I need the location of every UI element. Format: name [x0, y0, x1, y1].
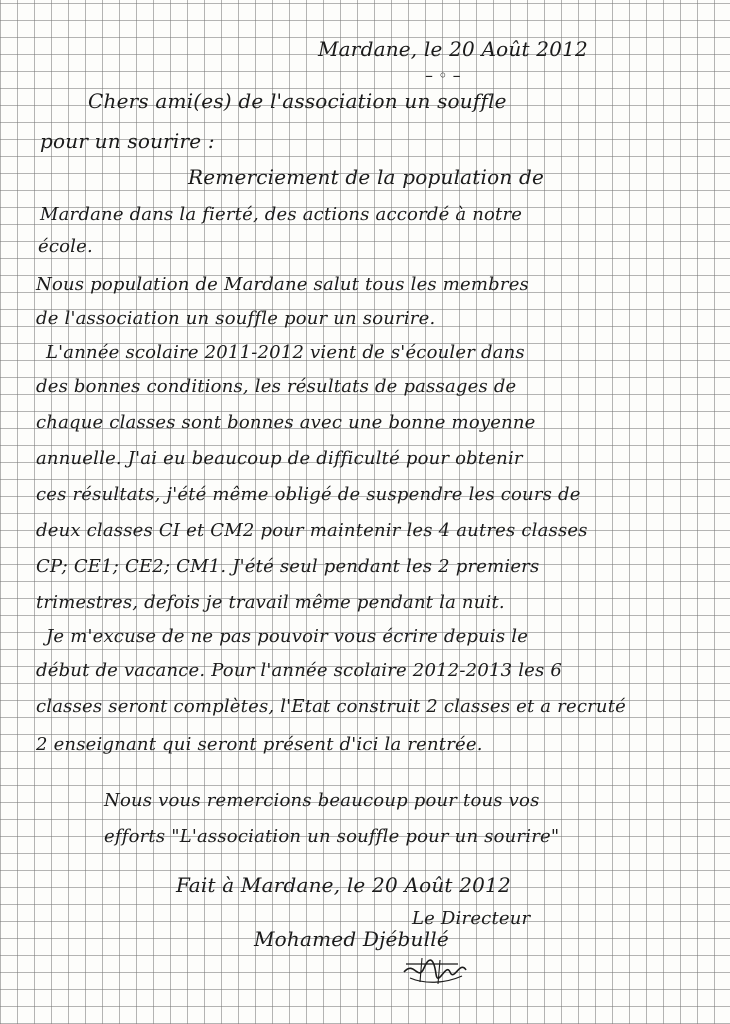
- body-line: début de vacance. Pour l'année scolaire 2012-2013 les 6: [36, 660, 563, 681]
- body-line: L'année scolaire 2011-2012 vient de s'écouler dans: [46, 342, 525, 363]
- body-line: Je m'excuse de ne pas pouvoir vous écrire depuis le: [46, 626, 529, 647]
- body-line: 2 enseignant qui seront présent d'ici la rentrée.: [36, 734, 483, 755]
- body-line: ces résultats, j'été même obligé de suspendre les cours de: [36, 484, 581, 505]
- closing-line-1: Nous vous remercions beaucoup pour tous vos: [104, 790, 540, 811]
- underline-mark: – ◦ –: [425, 66, 461, 85]
- body-line: chaque classes sont bonnes avec une bonne moyenne: [36, 412, 536, 433]
- salutation-line-2: pour un sourire :: [40, 129, 215, 153]
- body-line: trimestres, defois je travail même pendant la nuit.: [36, 592, 505, 613]
- signer-name: Mohamed Djébullé: [254, 927, 449, 951]
- body-line: CP; CE1; CE2; CM1. J'été seul pendant les 2 premiers: [36, 556, 540, 577]
- body-line: Nous population de Mardane salut tous les membres: [36, 274, 529, 295]
- body-line: des bonnes conditions, les résultats de passages de: [36, 376, 517, 397]
- closing-line-2: efforts "L'association un souffle pour un sourire": [104, 826, 560, 847]
- body-line: deux classes CI et CM2 pour maintenir les 4 autres classes: [36, 520, 588, 541]
- subject-line-2: Mardane dans la fierté, des actions accordé à notre: [40, 204, 523, 225]
- salutation-line-1: Chers ami(es) de l'association un souffle: [88, 89, 507, 113]
- body-line: classes seront complètes, l'Etat construit 2 classes et a recruté: [36, 696, 626, 717]
- handwritten-signature-icon: [400, 954, 474, 988]
- body-line: de l'association un souffle pour un sourire.: [36, 308, 436, 329]
- signer-title: Le Directeur: [412, 908, 531, 929]
- body-line: annuelle. J'ai eu beaucoup de difficulté pour obtenir: [36, 448, 523, 469]
- date-line: Mardane, le 20 Août 2012: [318, 37, 588, 61]
- place-date-line: Fait à Mardane, le 20 Août 2012: [176, 873, 511, 897]
- subject-line-1: Remerciement de la population de: [188, 165, 545, 189]
- subject-line-3: école.: [38, 236, 93, 257]
